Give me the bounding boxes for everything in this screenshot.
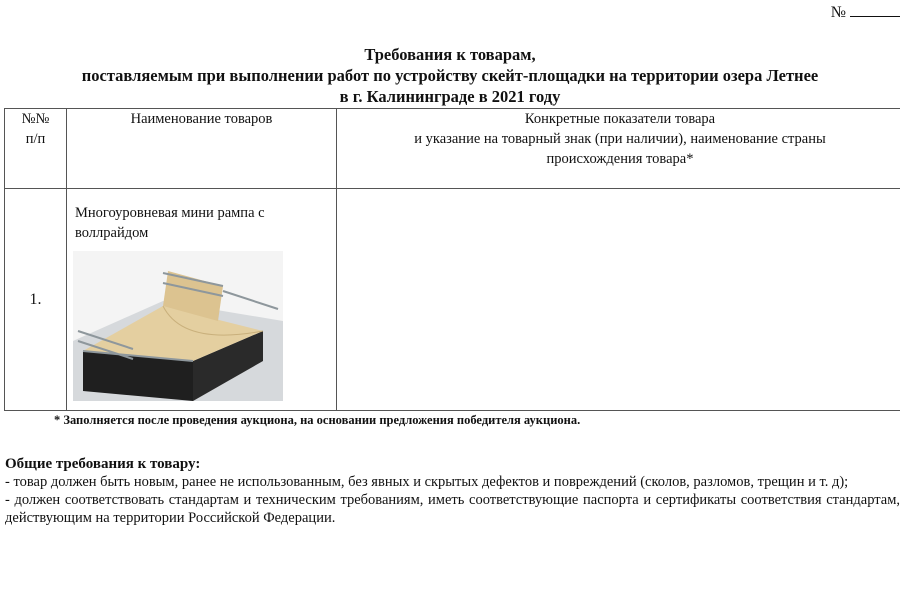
table-header-row [5, 109, 900, 189]
requirement-item: - товар должен быть новым, ранее не использованным, без явных и скрытых дефектов и повреждений (сколов, разломов, трещин и т. д); [5, 474, 849, 490]
number-label: № [830, 4, 846, 21]
goods-table [4, 108, 900, 411]
table-row [5, 189, 900, 411]
skate-ramp-image [73, 251, 283, 401]
title-line: Требования к товарам, [364, 45, 536, 64]
header-num: №№ п/п [5, 109, 67, 189]
row-name-cell [67, 189, 337, 411]
header-name: Наименование товаров [67, 109, 337, 189]
general-heading: Общие требования к товару: [5, 456, 201, 472]
general-requirements [5, 455, 900, 527]
row-specs-cell[interactable] [337, 189, 900, 411]
number-blank [850, 2, 900, 17]
requirement-item: - должен соответствовать стандартам и техническим требованиям, иметь соответствующие паспорта и сертификаты соответствия стандартам, действующим на территории Российской Федерации. [5, 492, 900, 526]
title-line: поставляемым при выполнении работ по устройству скейт-площадки на территории озера Летнее [81, 66, 819, 85]
row-number: 1. [5, 189, 67, 411]
title-line: в г. Калининграде в 2021 году [339, 87, 561, 106]
footnote: * Заполняется после проведения аукциона, на основании предложения победителя аукциона. [54, 413, 581, 427]
header-specs: Конкретные показатели товара и указание на товарный знак (при наличии), наименование страны происхождения товара* [337, 109, 900, 189]
product-name: Многоуровневая мини рампа с воллрайдом [75, 205, 265, 241]
document-number [831, 2, 900, 22]
document-title [0, 44, 900, 107]
